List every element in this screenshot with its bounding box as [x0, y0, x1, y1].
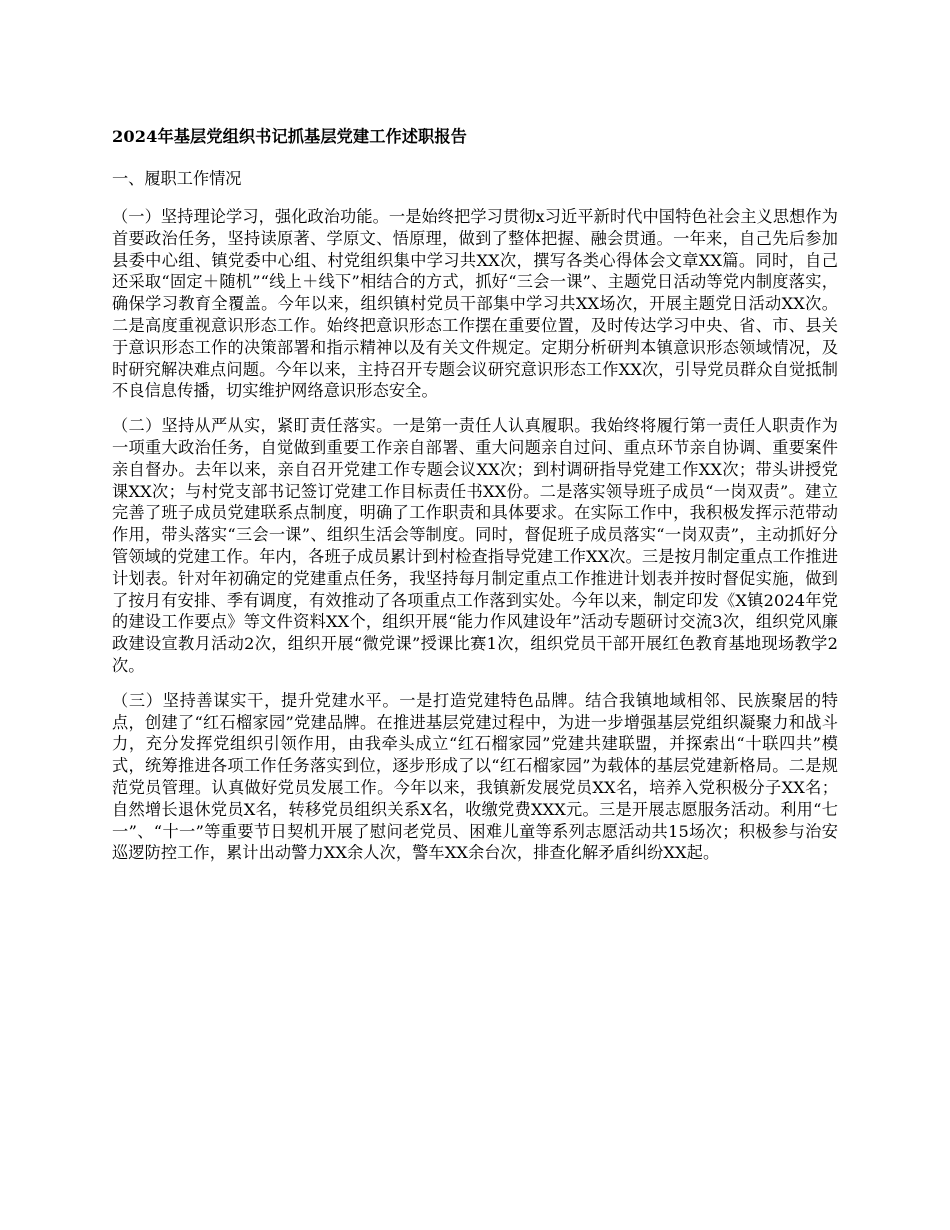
document-title: 2024年基层党组织书记抓基层党建工作述职报告 — [112, 127, 467, 146]
paragraph-theory-study: （一）坚持理论学习，强化政治功能。一是始终把学习贯彻x习近平新时代中国特色社会主义思想作为首要政治任务，坚持读原著、学原文、悟原理，做到了整体把握、融会贯通。一年来，自己先后参加县委中心组、镇党委中心组、村党组织集中学习共XX次，撰写各类心得体会文章XX篇。同时，自己还采取“固定＋随机”“线上＋线下”相结合的方式，抓好“三会一课”、主题党日活动等党内制度落实，确保学习教育全覆盖。今年以来，组织镇村党员干部集中学习共XX场次，开展主题党日活动XX次。二是高度重视意识形态工作。始终把意识形态工作摆在重要位置，及时传达学习中央、省、市、县关于意识形态工作的决策部署和指示精神以及有关文件规定。定期分析研判本镇意识形态领域情况，及时研究解决难点问题。今年以来，主持召开专题会议研究意识形态工作XX次，引导党员群众自觉抵制不良信息传播，切实维护网络意识形态安全。 — [112, 207, 838, 401]
document-body — [112, 122, 838, 877]
paragraph-responsibility: （二）坚持从严从实，紧盯责任落实。一是第一责任人认真履职。我始终将履行第一责任人职责作为一项重大政治任务，自觉做到重要工作亲自部署、重大问题亲自过问、重点环节亲自协调、重要案件亲自督办。去年以来，亲自召开党建工作专题会议XX次；到村调研指导党建工作XX次；带头讲授党课XX次；与村党支部书记签订党建工作目标责任书XX份。二是落实领导班子成员“一岗双责”。建立完善了班子成员党建联系点制度，明确了工作职责和具体要求。在实际工作中，我积极发挥示范带动作用，带头落实“三会一课”、组织生活会等制度。同时，督促班子成员落实“一岗双责”，主动抓好分管领域的党建工作。年内，各班子成员累计到村检查指导党建工作XX次。三是按月制定重点工作推进计划表。针对年初确定的党建重点任务，我坚持每月制定重点工作推进计划表并按时督促实施，做到了按月有安排、季有调度，有效推动了各项重点工作落到实处。今年以来，制定印发《X镇2024年党的建设工作要点》等文件资料XX个，组织开展“能力作风建设年”活动专题研讨交流3次，组织党风廉政建设宣教月活动2次，组织开展“微党课”授课比赛1次，组织党员干部开展红色教育基地现场教学2次。 — [112, 416, 838, 675]
section-heading: 一、履职工作情况 — [112, 169, 242, 188]
paragraph-party-building: （三）坚持善谋实干，提升党建水平。一是打造党建特色品牌。结合我镇地域相邻、民族聚居的特点，创建了“红石榴家园”党建品牌。在推进基层党建过程中，为进一步增强基层党组织凝聚力和战斗力，充分发挥党组织引领作用，由我牵头成立“红石榴家园”党建共建联盟，并探索出“十联四共”模式，统筹推进各项工作任务落实到位，逐步形成了以“红石榴家园”为载体的基层党建新格局。二是规范党员管理。认真做好党员发展工作。今年以来，我镇新发展党员XX名，培养入党积极分子XX名；自然增长退休党员X名，转移党员组织关系X名，收缴党费XXX元。三是开展志愿服务活动。利用“七一”、“十一”等重要节日契机开展了慰问老党员、困难儿童等系列志愿活动共15场次；积极参与治安巡逻防控工作，累计出动警力XX余人次，警车XX余台次，排查化解矛盾纠纷XX起。 — [112, 690, 838, 863]
